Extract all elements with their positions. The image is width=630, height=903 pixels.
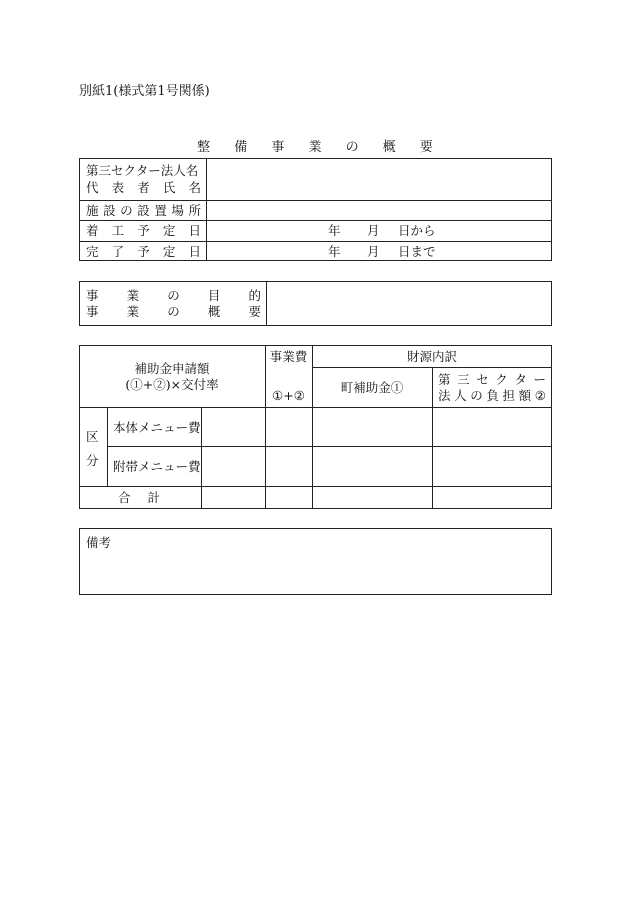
start-date-label: 着 工 予 定 日	[86, 223, 201, 238]
project-cost-formula: ①+②	[272, 388, 305, 403]
category-label-2: 分	[86, 453, 99, 468]
end-date-label: 完 了 予 定 日	[86, 244, 201, 259]
purpose-label: 事 業 の 目 的	[86, 288, 261, 303]
end-day-until: 日まで	[398, 244, 436, 259]
grant-formula: (①+②)×交付率	[125, 377, 219, 392]
funding-breakdown-label: 財源内訳	[406, 349, 457, 364]
town-grant-label: 町補助金①	[340, 380, 404, 395]
document-title: 整 備 事 業 の 概 要	[197, 140, 443, 155]
rep-name-label: 代 表 者 氏 名	[86, 180, 201, 195]
notes-box	[79, 528, 552, 595]
main-menu-cost-label: 本体メニュー費	[113, 420, 201, 435]
start-year: 年	[328, 223, 341, 238]
third-sector-label-line2: 法 人 の 負 担 額 ②	[438, 388, 546, 403]
start-day-from: 日から	[398, 223, 436, 238]
facility-location-label: 施 設 の 設 置 場 所	[86, 203, 201, 218]
corp-name-label: 第三セクター法人名	[86, 163, 199, 178]
category-label-1: 区	[86, 429, 99, 444]
grant-amount-label: 補助金申請額	[134, 361, 210, 376]
start-month: 月	[367, 223, 380, 238]
form-reference: 別紙1(様式第1号関係)	[79, 84, 210, 99]
end-month: 月	[367, 244, 380, 259]
third-sector-label-line1: 第 三 セ ク タ ー	[438, 372, 546, 387]
overview-label: 事 業 の 概 要	[86, 304, 261, 319]
notes-label: 備考	[86, 535, 112, 550]
sub-menu-cost-label: 附帯メニュー費	[113, 459, 201, 474]
end-year: 年	[328, 244, 341, 259]
total-label: 合 計	[118, 490, 160, 505]
project-cost-label: 事業費	[269, 349, 308, 364]
